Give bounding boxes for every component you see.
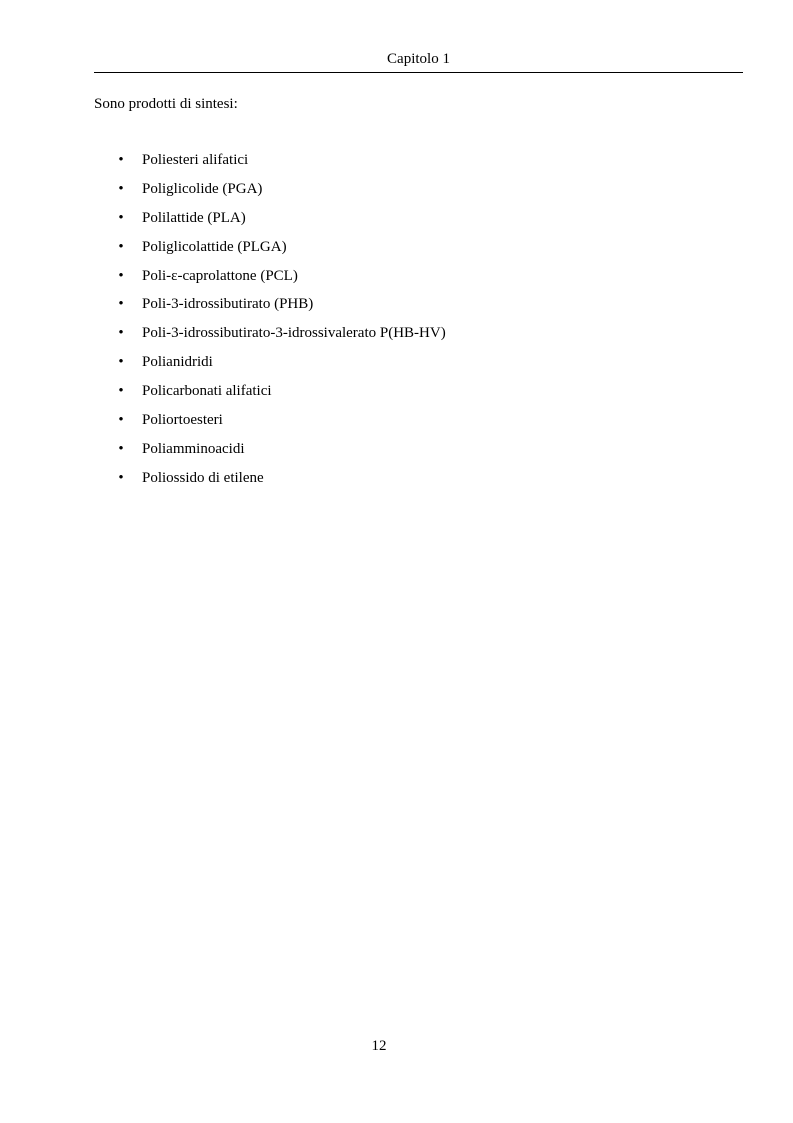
bullet-icon: • (118, 412, 124, 429)
list-item-text: Poli-3-idrossibutirato (PHB) (142, 296, 314, 313)
bullet-icon: • (118, 238, 124, 255)
bullet-icon: • (118, 296, 124, 313)
bullet-icon: • (118, 469, 124, 486)
bullet-icon: • (118, 209, 124, 226)
page-number-text: 12 (371, 1038, 387, 1054)
list-item-text: Poliamminoacidi (142, 440, 245, 457)
bullet-icon: • (118, 325, 124, 342)
bullet-icon: • (118, 440, 124, 457)
bullet-icon: • (118, 180, 124, 197)
list-item-text: Poliglicolide (PGA) (142, 180, 263, 197)
list-item-text: Polilattide (PLA) (142, 209, 246, 226)
list-item-text: Polianidridi (142, 354, 213, 371)
list-item-text: Poliortoesteri (142, 412, 223, 429)
bullet-icon: • (118, 267, 124, 284)
list-item-text: Poliossido di etilene (142, 469, 264, 486)
header-rule (94, 72, 743, 73)
intro-paragraph: Sono prodotti di sintesi: (94, 96, 238, 112)
list-item-text: Poli-3-idrossibutirato-3-idrossivalerato P(HB-HV) (142, 325, 446, 342)
list-item-text: Poliglicolattide (PLGA) (142, 238, 287, 255)
list-item-text: Poli-ε-caprolattone (PCL) (142, 267, 298, 284)
list-item-text: Poliesteri alifatici (142, 152, 249, 168)
bullet-icon: • (118, 383, 124, 400)
bullet-icon: • (118, 354, 124, 371)
running-header: Capitolo 1 (387, 51, 450, 67)
bullet-icon: • (118, 152, 124, 168)
page-number (94, 1036, 664, 1056)
list-item-text: Policarbonati alifatici (142, 383, 272, 400)
